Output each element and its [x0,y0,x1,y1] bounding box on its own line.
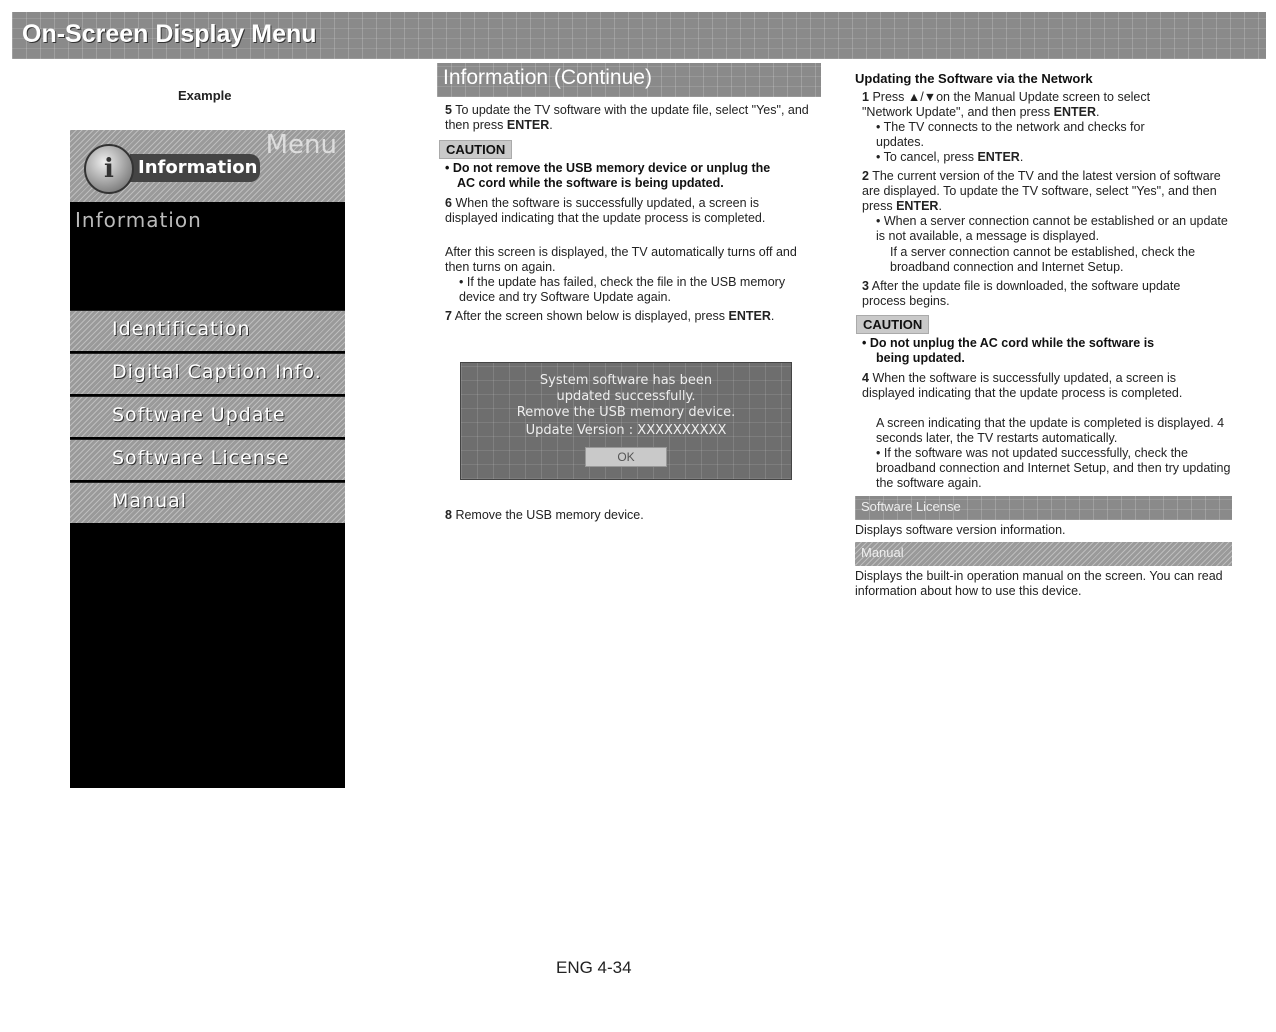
step-8 [445,508,805,523]
network-update-heading: Updating the Software via the Network [855,71,1093,86]
step-number: 3 [862,279,869,293]
menu-item-label: Digital Caption Info. [112,361,322,383]
section-heading-manual [855,542,1232,566]
update-complete-dialog [460,362,792,480]
enter-key-label: ENTER [1053,105,1097,119]
step-text: After the update file is downloaded, the software update process begins. [862,279,1181,308]
step-1-bullet: • The TV connects to the network and checks for updates. [876,120,1145,149]
caution-line: being updated. [876,351,965,365]
section-heading-information-continue [437,63,821,97]
step-number: 8 [445,508,452,522]
section-heading-text: Information (Continue) [443,66,652,89]
step-2-bullet: • When a server connection cannot be established or an update is not available, a message is displayed. [876,214,1228,243]
page-header-bar [12,12,1266,59]
menu-item-manual[interactable] [70,482,345,523]
page-number: ENG 4-34 [556,958,632,977]
menu-item-digital-caption-info[interactable] [70,353,345,394]
section-heading-text: Manual [861,545,904,560]
caution-badge: CAUTION [856,315,929,334]
info-icon: i [84,144,134,194]
software-license-description: Displays software version information. [855,523,1066,537]
manual-description: Displays the built-in operation manual on the screen. You can read information about how to use this device. [855,569,1223,598]
step-text: After the screen shown below is displayed, press [454,309,726,323]
step-number: 2 [862,169,869,183]
example-label: Example [178,88,232,103]
step-number: 5 [445,103,452,117]
step-1: 1 Press ▲/▼on the Manual Update screen to select "Network Update", and then press ENTER. [862,90,1151,119]
step-6 [445,196,805,226]
dialog-line: System software has been [539,373,713,388]
step-text: Press ▲/▼on the Manual Update screen to select "Network Update", and then press [862,90,1151,119]
step-4 [862,371,1222,401]
menu-item-label: Software License [112,447,290,469]
menu-label: Menu [265,130,337,160]
tv-menu-subtitle: Information [75,208,202,232]
caution-badge: CAUTION [439,140,512,159]
step-text: When the software is successfully updated, a screen is displayed indicating that the update process is completed. [862,371,1183,400]
step-2: 2 The current version of the TV and the latest version of software are displayed. To update the TV software, select "Yes", and then press ENTER. [862,169,1221,213]
step-text: • To cancel, press [876,150,974,164]
after-screen-text: After this screen is displayed, the TV automatically turns off and then turns on again. [445,245,797,274]
step-number: 1 [862,90,869,104]
step-3 [862,279,1222,309]
step-7: 7 After the screen shown below is displayed, press ENTER. [445,309,775,323]
step-text: Remove the USB memory device. [455,508,644,522]
menu-item-software-license[interactable] [70,439,345,480]
step-2-bullet-continued: If a server connection cannot be established, check the broadband connection and Internet Setup. [890,245,1196,274]
menu-item-label: Identification [112,318,251,340]
caution-line: • Do not remove the USB memory device or unplug the [445,161,771,175]
enter-key-label: ENTER [896,199,939,213]
menu-item-identification[interactable] [70,310,345,351]
step-4-text-2: A screen indicating that the update is completed is displayed. 4 seconds later, the TV restarts automatically. [876,416,1225,445]
step-5: 5 To update the TV software with the update file, select "Yes", and then press ENTER. [445,103,809,132]
step-number: 7 [445,309,452,323]
caution-line: • Do not unplug the AC cord while the software is [862,336,1155,350]
step-number: 4 [862,371,869,385]
step-text: When the software is successfully updated, a screen is displayed indicating that the update process is completed. [445,196,766,225]
step-4-bullet: • If the software was not updated successfully, check the broadband connection and Internet Setup, and then try updating the software again. [876,446,1231,490]
menu-item-label: Software Update [112,404,286,426]
tv-menu-header [70,130,345,202]
step-text: To update the TV software with the update file, select "Yes", and then press [445,103,809,132]
section-heading-text: Software License [861,499,961,514]
dialog-version: Update Version : XXXXXXXXXX [525,423,727,438]
step-number: 6 [445,196,452,210]
menu-item-label: Manual [112,490,188,512]
dialog-line: updated successfully. [556,389,696,404]
ok-button[interactable]: OK [585,447,667,467]
information-tab[interactable] [130,154,260,182]
caution-line: AC cord while the software is being updated. [457,176,724,190]
section-heading-software-license [855,496,1232,520]
page-title: On-Screen Display Menu [22,20,317,48]
tv-menu-screenshot [70,130,345,788]
step-1-bullet: • To cancel, press ENTER. [876,150,1024,164]
step-text: The current version of the TV and the latest version of software are displayed. To update the TV software, select "Yes", and then press [862,169,1221,213]
information-tab-label: Information [138,157,258,178]
enter-key-label: ENTER [977,150,1020,164]
after-screen-bullet: • If the update has failed, check the file in the USB memory device and try Software Update again. [459,275,786,304]
enter-key-label: ENTER [728,309,771,323]
menu-item-software-update[interactable] [70,396,345,437]
dialog-line: Remove the USB memory device. [516,405,736,420]
enter-key-label: ENTER [506,118,550,132]
